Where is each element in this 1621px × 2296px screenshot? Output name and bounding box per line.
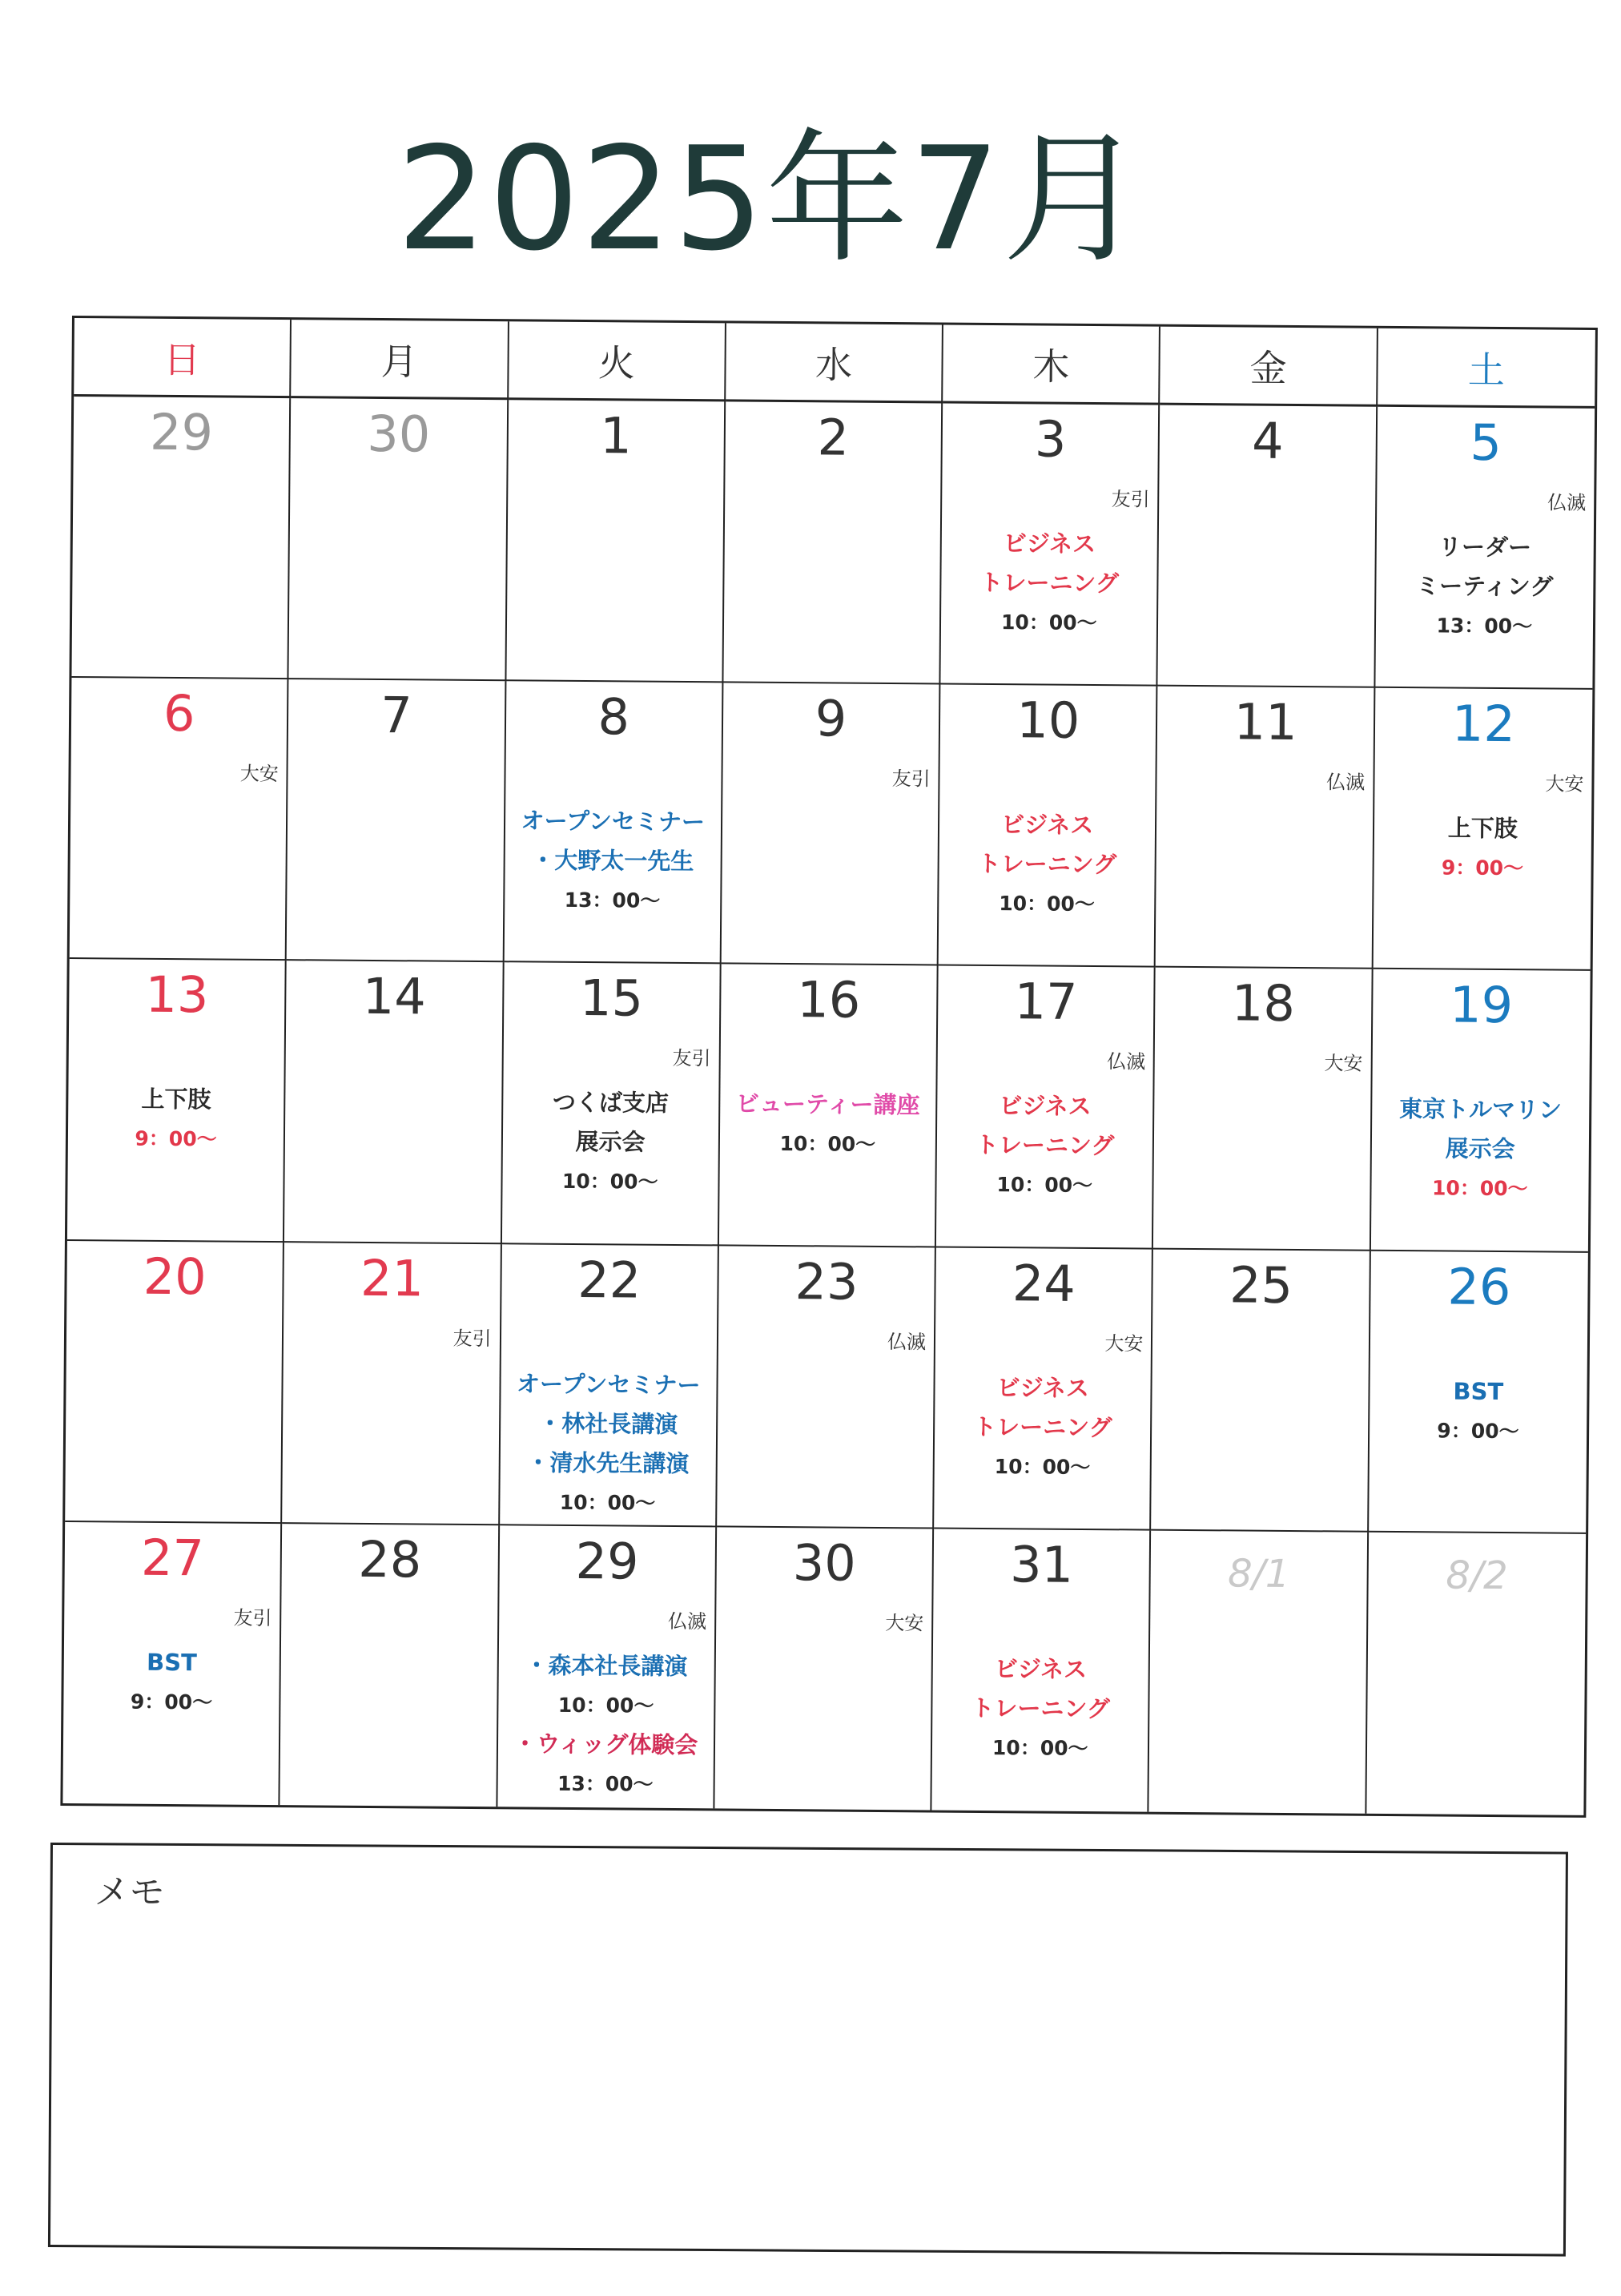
event-time: 9：00〜 — [130, 1690, 213, 1714]
memo-label: メモ — [94, 1871, 165, 1913]
day-cell — [1158, 405, 1378, 688]
event-list — [497, 1645, 714, 1804]
day-number: 15 — [579, 969, 644, 1029]
calendar-grid — [60, 316, 1598, 1818]
day-cell — [500, 1244, 719, 1527]
event-text: ビジネス — [994, 1654, 1088, 1683]
event-time: 13：00〜 — [1436, 614, 1533, 638]
rokuyo-label: 仏滅 — [887, 1330, 927, 1354]
weekday-header: 木 — [943, 325, 1160, 405]
day-cell — [1369, 1251, 1588, 1533]
day-cell — [70, 678, 289, 961]
day-cell — [1366, 1533, 1586, 1815]
event-time: 10：00〜 — [779, 1132, 876, 1157]
event-time: 13：00〜 — [564, 888, 661, 912]
day-number: 1 — [600, 406, 633, 465]
weekday-header: 土 — [1378, 328, 1595, 409]
event-time: 10：00〜 — [999, 892, 1095, 916]
day-number: 11 — [1233, 692, 1297, 752]
event-text: ・ウィッグ体験会 — [513, 1730, 698, 1758]
day-number: 8/2 — [1446, 1553, 1508, 1598]
rokuyo-label: 友引 — [672, 1047, 711, 1070]
day-number: 19 — [1449, 975, 1514, 1035]
day-number: 2 — [817, 408, 850, 467]
day-number: 14 — [362, 967, 426, 1026]
day-cell — [1371, 969, 1591, 1252]
day-cell — [1149, 1530, 1369, 1813]
day-number: 18 — [1231, 973, 1296, 1033]
event-text: ・清水先生講演 — [526, 1448, 690, 1477]
day-cell — [67, 959, 287, 1242]
event-text: 上下肢 — [141, 1086, 211, 1114]
day-number: 16 — [797, 970, 861, 1030]
day-cell — [717, 1246, 936, 1529]
event-time: 9：00〜 — [1437, 1419, 1519, 1443]
rokuyo-label: 友引 — [233, 1606, 272, 1629]
day-number: 22 — [577, 1250, 642, 1310]
day-number: 23 — [794, 1251, 859, 1311]
event-text: トレーニング — [973, 1412, 1112, 1441]
day-number: 17 — [1014, 972, 1078, 1032]
day-cell — [936, 966, 1156, 1249]
day-cell — [1152, 1249, 1371, 1532]
event-text: ビジネス — [996, 1373, 1090, 1402]
event-text: トレーニング — [975, 1131, 1115, 1160]
day-cell — [714, 1527, 934, 1810]
event-text: トレーニング — [979, 568, 1120, 598]
weekday-header: 月 — [291, 320, 509, 400]
event-text: トレーニング — [977, 850, 1117, 879]
event-text: ・大野太一先生 — [531, 846, 694, 876]
rokuyo-label: 仏滅 — [1107, 1050, 1146, 1073]
day-number: 29 — [575, 1531, 639, 1591]
event-time: 9：00〜 — [135, 1127, 217, 1151]
day-number: 25 — [1229, 1255, 1293, 1315]
event-list — [502, 1083, 718, 1202]
day-cell — [941, 404, 1160, 687]
day-number: 28 — [358, 1529, 422, 1589]
event-text: つくば支店 — [552, 1089, 670, 1118]
day-cell — [722, 683, 941, 966]
event-list — [1370, 1371, 1587, 1451]
event-text: 展示会 — [575, 1128, 646, 1157]
rokuyo-label: 友引 — [1111, 488, 1150, 511]
rokuyo-label: 友引 — [891, 767, 931, 791]
day-cell — [282, 1243, 501, 1525]
rokuyo-label: 友引 — [453, 1327, 492, 1350]
event-text: 展示会 — [1445, 1134, 1515, 1163]
day-number: 9 — [815, 689, 847, 748]
event-time: 10：00〜 — [559, 1490, 656, 1515]
rokuyo-label: 仏滅 — [1326, 771, 1366, 794]
day-number: 12 — [1451, 694, 1516, 754]
event-text: ビジネス — [999, 1092, 1092, 1121]
day-number: 27 — [140, 1528, 205, 1588]
day-number: 13 — [145, 965, 209, 1025]
day-number: 26 — [1447, 1257, 1511, 1316]
event-list — [1376, 527, 1594, 647]
rokuyo-label: 仏滅 — [667, 1609, 707, 1633]
day-number: 30 — [367, 404, 431, 464]
day-cell — [62, 1522, 282, 1805]
event-time: 10：00〜 — [992, 1735, 1088, 1760]
event-text: トレーニング — [971, 1694, 1110, 1723]
rokuyo-label: 大安 — [885, 1611, 924, 1635]
day-number: 3 — [1034, 409, 1067, 469]
event-text: 上下肢 — [1447, 814, 1518, 843]
day-cell — [280, 1524, 500, 1807]
event-text: ミーティング — [1416, 572, 1554, 601]
event-time: 10：00〜 — [994, 1454, 1091, 1479]
page-title: 2025年7月 — [396, 116, 1147, 282]
event-text: ビジネス — [1001, 811, 1094, 840]
day-cell — [939, 685, 1158, 968]
day-cell — [1375, 407, 1595, 690]
day-cell — [501, 963, 721, 1246]
event-text: 東京トルマリン — [1398, 1095, 1563, 1125]
day-cell — [506, 400, 726, 683]
rokuyo-label: 大安 — [1324, 1052, 1363, 1076]
weekday-header: 水 — [726, 323, 943, 403]
event-time: 9：00〜 — [1441, 856, 1524, 880]
day-cell — [932, 1529, 1152, 1811]
day-cell — [1153, 968, 1373, 1251]
event-text: ビジネス — [1003, 530, 1096, 558]
rokuyo-label: 大安 — [1545, 772, 1584, 796]
day-number: 29 — [149, 402, 214, 462]
event-time: 10：00〜 — [557, 1693, 654, 1718]
day-cell — [284, 961, 504, 1244]
weekday-header: 日 — [74, 318, 292, 398]
event-list — [1371, 1090, 1589, 1209]
day-number: 21 — [360, 1248, 424, 1308]
day-cell — [723, 401, 943, 684]
event-time: 10：00〜 — [561, 1170, 658, 1194]
day-number: 4 — [1251, 411, 1284, 470]
weekday-header: 金 — [1160, 327, 1378, 407]
rokuyo-label: 仏滅 — [1547, 491, 1587, 514]
event-list — [939, 805, 1155, 924]
event-text: BST — [146, 1648, 197, 1677]
day-number: 10 — [1016, 691, 1080, 751]
event-text: リーダー — [1438, 533, 1532, 562]
day-number: 24 — [1012, 1253, 1076, 1313]
event-text: ・林社長講演 — [538, 1409, 678, 1438]
event-text: オープンセミナー — [521, 807, 706, 836]
event-list — [936, 1086, 1152, 1206]
day-number: 6 — [163, 684, 195, 743]
day-number: 31 — [1009, 1535, 1074, 1594]
day-number: 20 — [143, 1247, 207, 1306]
event-text: ビューティー講座 — [735, 1090, 920, 1119]
event-time: 13：00〜 — [557, 1771, 654, 1796]
event-text: BST — [1453, 1377, 1504, 1405]
event-list — [941, 524, 1157, 643]
event-list — [500, 1364, 717, 1523]
event-list — [68, 1079, 284, 1159]
day-number: 8/1 — [1227, 1551, 1290, 1597]
day-cell — [934, 1247, 1153, 1530]
day-number: 7 — [380, 686, 413, 745]
day-cell — [1156, 687, 1375, 969]
day-number: 8 — [597, 687, 630, 747]
event-time: 10：00〜 — [1000, 610, 1097, 635]
day-cell — [287, 679, 506, 962]
rokuyo-label: 大安 — [1104, 1331, 1144, 1355]
event-time: 10：00〜 — [996, 1173, 1093, 1198]
day-cell — [1373, 688, 1592, 971]
day-cell — [497, 1525, 717, 1808]
event-list — [63, 1642, 280, 1722]
event-list — [932, 1649, 1148, 1768]
day-number: 5 — [1470, 413, 1502, 473]
event-list — [720, 1085, 936, 1165]
day-number: 30 — [792, 1533, 857, 1593]
day-cell — [289, 398, 509, 681]
event-text: ・森本社長講演 — [525, 1651, 688, 1680]
day-cell — [719, 965, 939, 1247]
event-time: 10：00〜 — [1431, 1176, 1528, 1201]
weekday-header: 火 — [509, 321, 726, 401]
event-list — [505, 801, 721, 920]
day-cell — [504, 681, 723, 964]
day-cell — [65, 1241, 284, 1524]
event-list — [935, 1368, 1151, 1487]
event-list — [1374, 808, 1591, 888]
event-text: オープンセミナー — [516, 1369, 701, 1399]
memo-box — [48, 1843, 1568, 2257]
day-cell — [71, 397, 291, 679]
rokuyo-label: 大安 — [239, 762, 279, 786]
